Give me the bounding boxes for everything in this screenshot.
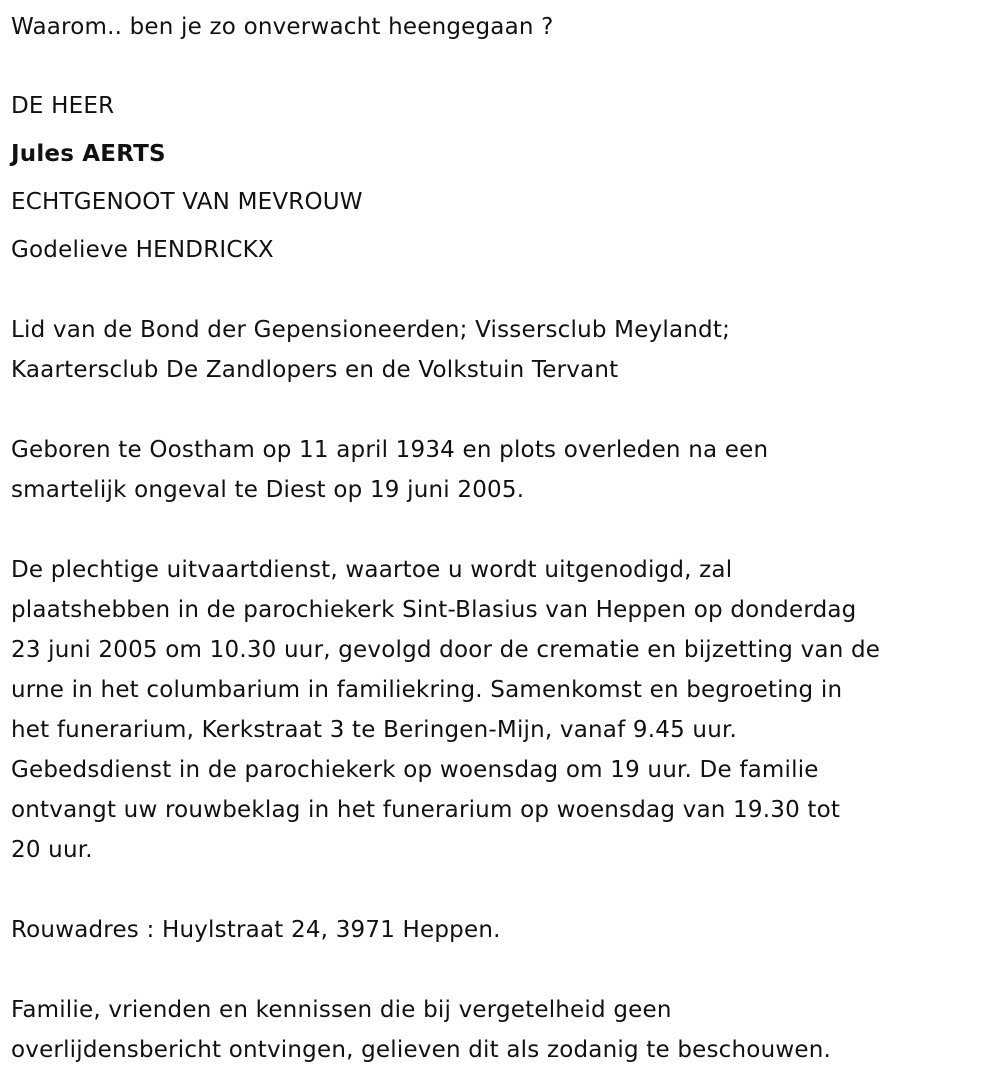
title-line: DE HEER bbox=[11, 93, 115, 119]
intro-line: Waarom.. ben je zo onverwacht heengegaan ? bbox=[11, 14, 554, 40]
service-line: ontvangt uw rouwbeklag in het funerarium op woensdag van 19.30 tot bbox=[11, 797, 841, 823]
service-line: het funerarium, Kerkstraat 3 te Beringen-Mijn, vanaf 9.45 uur. bbox=[11, 717, 738, 743]
closing-line: Familie, vrienden en kennissen die bij vergetelheid geen bbox=[11, 997, 672, 1023]
membership-line: Kaartersclub De Zandlopers en de Volkstuin Tervant bbox=[11, 357, 619, 383]
deceased-name: Jules AERTS bbox=[11, 141, 166, 167]
service-line: 23 juni 2005 om 10.30 uur, gevolgd door de crematie en bijzetting van de bbox=[11, 637, 881, 663]
service-line: 20 uur. bbox=[11, 837, 93, 863]
service-line: urne in het columbarium in familiekring. Samenkomst en begroeting in bbox=[11, 677, 843, 703]
membership-line: Lid van de Bond der Gepensioneerden; Vissersclub Meylandt; bbox=[11, 317, 731, 343]
service-line: Gebedsdienst in de parochiekerk op woensdag om 19 uur. De familie bbox=[11, 757, 819, 783]
mourning-address: Rouwadres : Huylstraat 24, 3971 Heppen. bbox=[11, 917, 501, 943]
relation-line: ECHTGENOOT VAN MEVROUW bbox=[11, 189, 363, 215]
birth-death-line: Geboren te Oostham op 11 april 1934 en plots overleden na een bbox=[11, 437, 769, 463]
service-line: plaatshebben in de parochiekerk Sint-Blasius van Heppen op donderdag bbox=[11, 597, 857, 623]
closing-line: overlijdensbericht ontvingen, gelieven dit als zodanig te beschouwen. bbox=[11, 1037, 831, 1063]
spouse-name: Godelieve HENDRICKX bbox=[11, 237, 274, 263]
service-line: De plechtige uitvaartdienst, waartoe u wordt uitgenodigd, zal bbox=[11, 557, 733, 583]
birth-death-line: smartelijk ongeval te Diest op 19 juni 2005. bbox=[11, 477, 525, 503]
